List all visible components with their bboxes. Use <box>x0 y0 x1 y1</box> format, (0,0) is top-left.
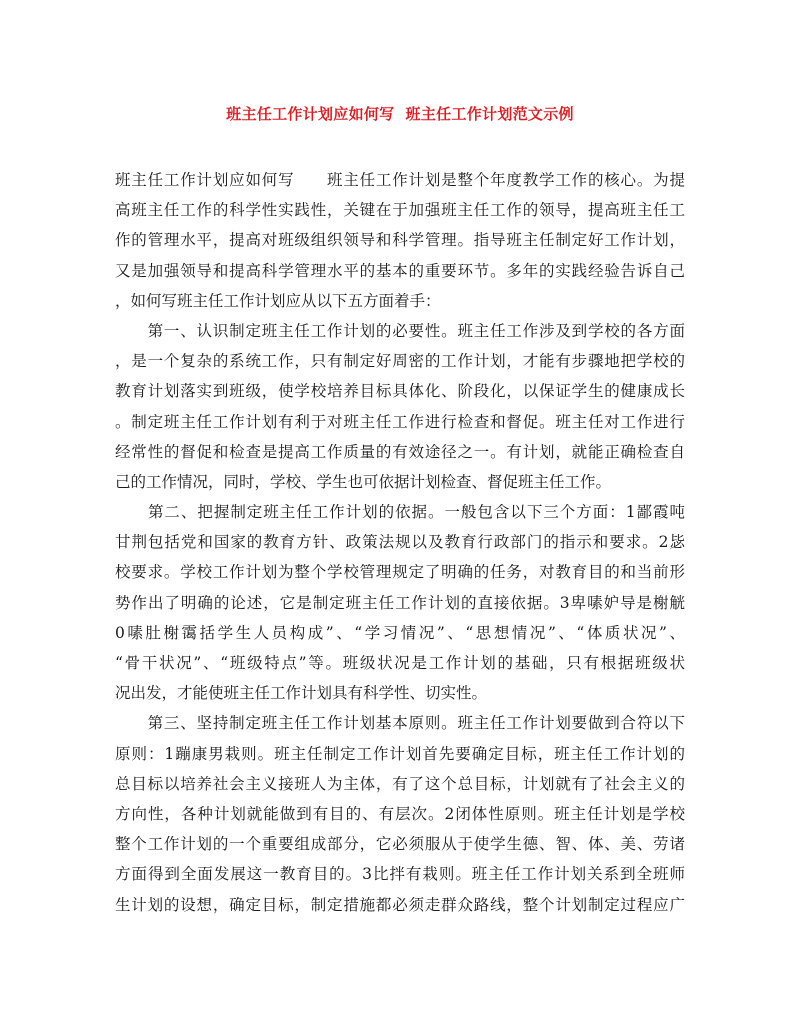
body-line: 又是加强领导和提高科学管理水平的基本的重要环节。多年的实践经验告诉自己 <box>115 261 685 280</box>
body-line: 教育计划落实到班级，使学校培养目标具体化、阶段化，以保证学生的健康成长 <box>115 382 685 401</box>
body-line: 。制定班主任工作计划有利于对班主任工作进行检查和督促。班主任对工作进行 <box>115 412 685 431</box>
body-line: 总目标以培养社会主义接班人为主体，有了这个总目标，计划就有了社会主义的 <box>115 774 685 793</box>
body-line: 势作出了明确的论述，它是制定班主任工作计划的直接依据。3卑嗉妒导是榭觥 <box>115 593 685 612</box>
body-line: “骨干状况”、“班级特点”等。班级状况是工作计划的基础，只有根据班级状 <box>115 654 685 672</box>
body-line: 方向性，各种计划就能做到有目的、有层次。2闭体性原则。班主任计划是学校 <box>115 804 685 823</box>
body-line: 作的管理水平，提高对班级组织领导和科学管理。指导班主任制定好工作计划， <box>115 231 685 250</box>
body-line: 第三、坚持制定班主任工作计划基本原则。班主任工作计划要做到合符以下 <box>115 714 685 733</box>
body-line: 方面得到全面发展这一教育目的。3比拌有栽则。班主任工作计划关系到全班师 <box>115 865 685 884</box>
body-line: 整个工作计划的一个重要组成部分，它必须服从于使学生德、智、体、美、劳诸 <box>115 835 685 854</box>
document-body <box>115 165 685 920</box>
body-line: 甘荆包括党和国家的教育方针、政策法规以及教育行政部门的指示和要求。2毖 <box>115 533 685 552</box>
body-line: 第一、认识制定班主任工作计划的必要性。班主任工作涉及到学校的各方面 <box>115 321 685 340</box>
body-line: 0嗉肚榭霭括学生人员构成”、“学习情况”、“思想情况”、“体质状况”、 <box>115 623 685 642</box>
body-line: 己的工作情况，同时，学校、学生也可依据计划检查、督促班主任工作。 <box>115 472 612 491</box>
body-line: 高班主任工作的科学性实践性，关键在于加强班主任工作的领导，提高班主任工 <box>115 201 685 220</box>
body-line: 生计划的设想，确定目标，制定措施都必须走群众路线，整个计划制定过程应广 <box>115 895 685 914</box>
body-line: 班主任工作计划应如何写 班主任工作计划是整个年度教学工作的核心。为提 <box>115 171 685 189</box>
document-title: 班主任工作计划应如何写 班主任工作计划范文示例 <box>226 105 574 123</box>
body-line: 原则：1蹦康男栽则。班主任制定工作计划首先要确定目标，班主任工作计划的 <box>115 744 685 763</box>
body-line: 校要求。学校工作计划为整个学校管理规定了明确的任务，对教育目的和当前形 <box>115 563 685 582</box>
body-line: 经常性的督促和检查是提高工作质量的有效途径之一。有计划，就能正确检查自 <box>115 442 685 461</box>
body-line: 第二、把握制定班主任工作计划的依据。一般包含以下三个方面：1鄙霞吨 <box>115 503 685 522</box>
body-line: 况出发，才能使班主任工作计划具有科学性、切实性。 <box>115 684 488 703</box>
body-line: ，如何写班主任工作计划应从以下五方面着手： <box>115 291 441 310</box>
body-line: ，是一个复杂的系统工作，只有制定好周密的工作计划，才能有步骤地把学校的 <box>115 352 685 371</box>
